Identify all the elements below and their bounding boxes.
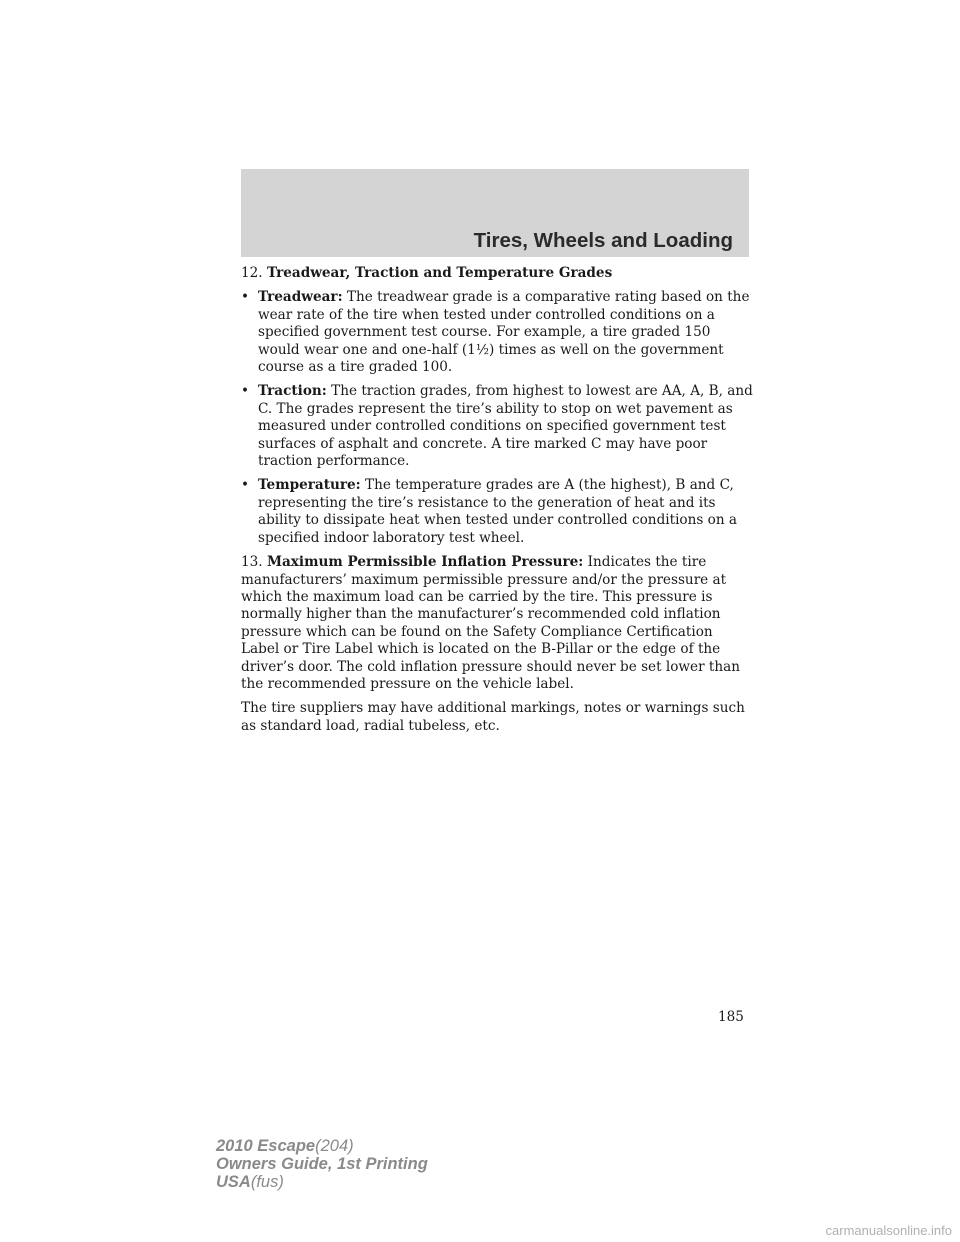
footer-market: USA	[216, 1173, 251, 1191]
bullet-term: Treadwear:	[258, 289, 343, 306]
footer-line-2: Owners Guide, 1st Printing	[216, 1155, 428, 1173]
bullet-text: The treadwear grade is a comparative rating based on the wear rate of the tire when tested under controlled conditions on a specified government test course. For example, a tire graded 150 would wear one and one-half (1½) times as well on the government course as a tire graded 100.	[258, 289, 750, 376]
footer-market-code: (fus)	[250, 1173, 284, 1191]
item-12-heading	[241, 265, 753, 282]
bullet-marker: •	[241, 289, 250, 306]
bullet-term: Traction:	[258, 383, 327, 400]
watermark: carmanualsonline.info	[825, 1223, 952, 1238]
section-header-band	[241, 169, 749, 257]
bullet-traction	[241, 383, 753, 470]
bullet-temperature	[241, 477, 753, 547]
bullet-text: The traction grades, from highest to lowest are AA, A, B, and C. The grades represent the tire’s ability to stop on wet pavement as measured under controlled conditions on specified government test surfaces of asphalt and concrete. A tire marked C may have poor traction performance.	[258, 383, 753, 470]
page-number: 185	[718, 1009, 744, 1025]
footer-line-3	[216, 1173, 428, 1191]
bullet-text: The temperature grades are A (the highest), B and C, representing the tire’s resistance to the generation of heat and its ability to dissipate heat when tested under controlled conditions on a specified indoor laboratory test wheel.	[258, 477, 738, 546]
section-title: Tires, Wheels and Loading	[473, 229, 733, 252]
closing-paragraph: The tire suppliers may have additional markings, notes or warnings such as standard load, radial tubeless, etc.	[241, 700, 745, 734]
bullet-treadwear	[241, 289, 753, 376]
bullet-marker: •	[241, 477, 250, 494]
page-content	[241, 265, 753, 742]
item-term: Maximum Permissible Inflation Pressure:	[266, 554, 584, 571]
item-13-paragraph	[241, 554, 753, 693]
item-number: 12.	[241, 265, 263, 281]
item-heading: Treadwear, Traction and Temperature Grades	[266, 265, 613, 281]
bullet-term: Temperature:	[258, 477, 361, 494]
footer-model-code: (204)	[315, 1137, 354, 1155]
footer-line-1	[216, 1137, 428, 1155]
bullet-marker: •	[241, 383, 250, 400]
print-footer	[216, 1137, 428, 1191]
item-number: 13.	[241, 554, 263, 571]
item-text: Indicates the tire manufacturers’ maximum permissible pressure and/or the pressure at which the maximum load can be carried by the tire. This pressure is normally higher than the manufacturer’s recommended cold inflation pressure which can be found on the Safety Compliance Certification Label or Tire Label which is located on the B-Pillar or the edge of the driver’s door. The cold inflation pressure should never be set lower than the recommended pressure on the vehicle label.	[241, 554, 740, 692]
footer-model: 2010 Escape	[216, 1137, 316, 1155]
